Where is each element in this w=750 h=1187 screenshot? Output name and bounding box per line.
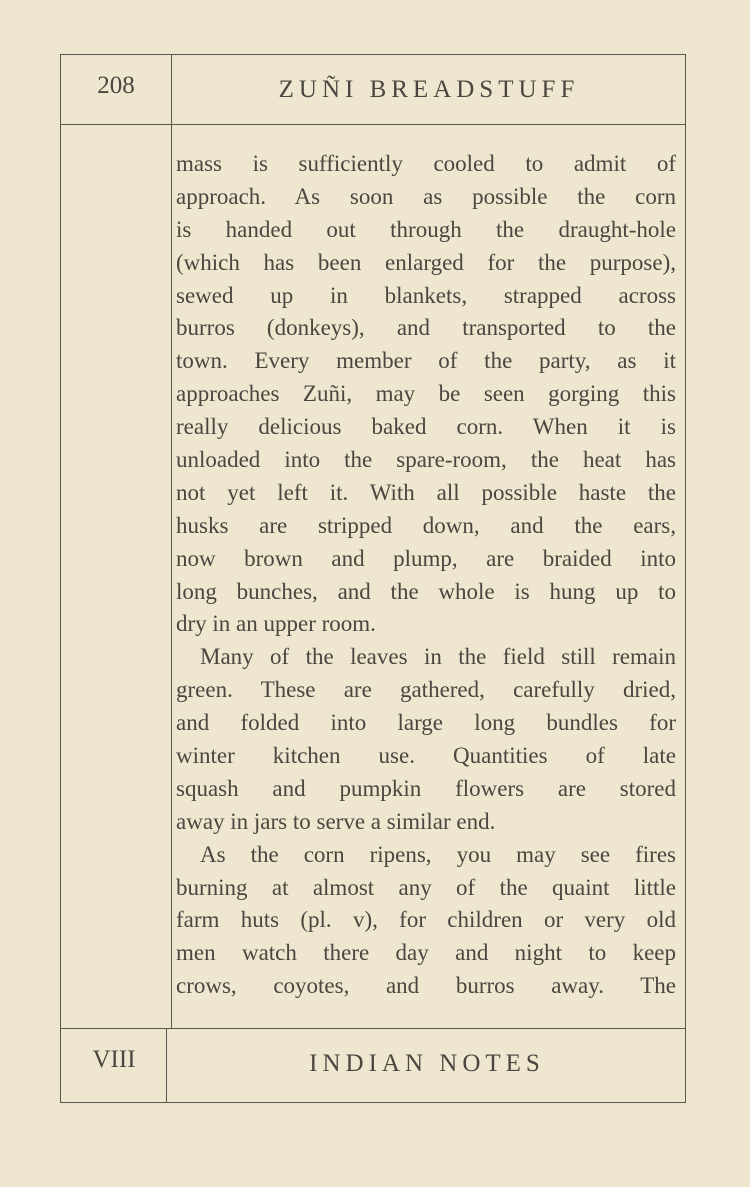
text-line: burning at almost any of the quaint little (176, 874, 676, 900)
text-line: burros (donkeys), and transported to the (176, 315, 676, 341)
text-line: As the corn ripens, you may see fires (200, 841, 676, 867)
text-line: town. Every member of the party, as it (176, 348, 676, 374)
footer-column-divider (166, 1028, 167, 1103)
header-divider (60, 124, 686, 125)
text-line: sewed up in blankets, strapped across (176, 282, 676, 308)
text-line: now brown and plump, are braided into (176, 545, 676, 571)
body-text (176, 148, 676, 1003)
footer-divider (60, 1028, 686, 1029)
text-line: green. These are gathered, carefully dried, (176, 677, 676, 703)
text-line: husks are stripped down, and the ears, (176, 512, 676, 538)
running-title: ZUÑI BREADSTUFF (278, 76, 580, 103)
signature-mark: VIII (92, 1046, 136, 1073)
text-line: is handed out through the draught-hole (176, 216, 676, 242)
text-line: dry in an upper room. (176, 611, 376, 637)
text-line: and folded into large long bundles for (176, 710, 676, 736)
margin-divider (171, 54, 172, 1028)
page-number: 208 (97, 72, 135, 99)
text-line: men watch there day and night to keep (176, 940, 676, 966)
text-line: unloaded into the spare-room, the heat has (176, 447, 676, 473)
text-line: mass is sufficiently cooled to admit of (176, 151, 676, 176)
text-line: squash and pumpkin flowers are stored (176, 775, 676, 801)
text-line: farm huts (pl. v), for children or very old (176, 907, 676, 933)
series-title: INDIAN NOTES (309, 1050, 545, 1077)
text-line: approach. As soon as possible the corn (176, 183, 676, 209)
text-line: really delicious baked corn. When it is (176, 414, 676, 440)
text-line: Many of the leaves in the field still remain (200, 644, 676, 670)
text-line: winter kitchen use. Quantities of late (176, 743, 676, 769)
text-line: crows, coyotes, and burros away. The (176, 973, 676, 999)
text-line: approaches Zuñi, may be seen gorging this (176, 381, 676, 407)
text-line: (which has been enlarged for the purpose), (176, 249, 676, 275)
text-line: away in jars to serve a similar end. (176, 808, 496, 834)
text-line: not yet left it. With all possible haste the (176, 479, 676, 505)
text-line: long bunches, and the whole is hung up to (176, 578, 676, 604)
